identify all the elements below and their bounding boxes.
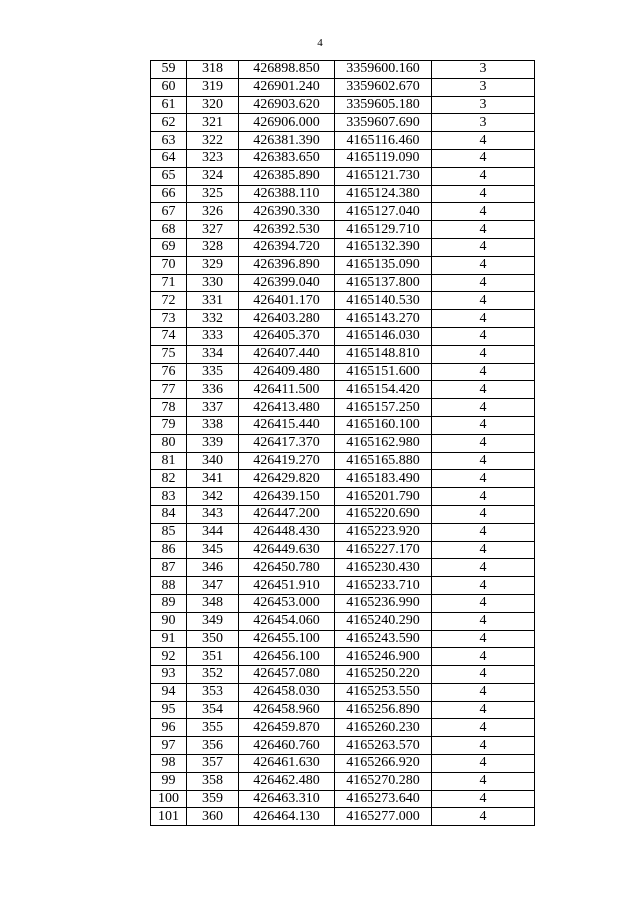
x-coordinate-cell: 426411.500	[239, 381, 335, 399]
row-number-cell: 82	[151, 470, 187, 488]
y-coordinate-cell: 4165129.710	[335, 221, 432, 239]
row-number-cell: 75	[151, 345, 187, 363]
table-row	[151, 78, 535, 96]
row-number-cell: 73	[151, 310, 187, 328]
point-number-cell: 332	[187, 310, 239, 328]
row-number-cell: 99	[151, 772, 187, 790]
row-number-cell: 66	[151, 185, 187, 203]
point-number-cell: 344	[187, 523, 239, 541]
x-coordinate-cell: 426458.960	[239, 701, 335, 719]
table-row	[151, 523, 535, 541]
row-number-cell: 100	[151, 790, 187, 808]
x-coordinate-cell: 426388.110	[239, 185, 335, 203]
x-coordinate-cell: 426901.240	[239, 78, 335, 96]
y-coordinate-cell: 4165256.890	[335, 701, 432, 719]
y-coordinate-cell: 4165253.550	[335, 683, 432, 701]
x-coordinate-cell: 426449.630	[239, 541, 335, 559]
row-number-cell: 94	[151, 683, 187, 701]
y-coordinate-cell: 4165243.590	[335, 630, 432, 648]
row-number-cell: 74	[151, 327, 187, 345]
row-number-cell: 85	[151, 523, 187, 541]
y-coordinate-cell: 4165151.600	[335, 363, 432, 381]
x-coordinate-cell: 426413.480	[239, 399, 335, 417]
point-number-cell: 345	[187, 541, 239, 559]
zone-cell: 4	[432, 808, 535, 826]
y-coordinate-cell: 4165127.040	[335, 203, 432, 221]
point-number-cell: 346	[187, 559, 239, 577]
zone-cell: 4	[432, 221, 535, 239]
point-number-cell: 348	[187, 594, 239, 612]
zone-cell: 4	[432, 577, 535, 595]
table-row	[151, 327, 535, 345]
row-number-cell: 95	[151, 701, 187, 719]
y-coordinate-cell: 4165146.030	[335, 327, 432, 345]
row-number-cell: 101	[151, 808, 187, 826]
row-number-cell: 97	[151, 737, 187, 755]
table-row	[151, 737, 535, 755]
x-coordinate-cell: 426459.870	[239, 719, 335, 737]
zone-cell: 4	[432, 149, 535, 167]
zone-cell: 4	[432, 327, 535, 345]
zone-cell: 4	[432, 292, 535, 310]
row-number-cell: 86	[151, 541, 187, 559]
point-number-cell: 359	[187, 790, 239, 808]
row-number-cell: 88	[151, 577, 187, 595]
x-coordinate-cell: 426417.370	[239, 434, 335, 452]
x-coordinate-cell: 426385.890	[239, 167, 335, 185]
y-coordinate-cell: 4165240.290	[335, 612, 432, 630]
y-coordinate-cell: 4165277.000	[335, 808, 432, 826]
point-number-cell: 340	[187, 452, 239, 470]
y-coordinate-cell: 4165162.980	[335, 434, 432, 452]
point-number-cell: 326	[187, 203, 239, 221]
y-coordinate-cell: 3359607.690	[335, 114, 432, 132]
x-coordinate-cell: 426383.650	[239, 149, 335, 167]
y-coordinate-cell: 4165230.430	[335, 559, 432, 577]
table-row	[151, 612, 535, 630]
y-coordinate-cell: 4165143.270	[335, 310, 432, 328]
x-coordinate-cell: 426429.820	[239, 470, 335, 488]
table-row	[151, 648, 535, 666]
row-number-cell: 84	[151, 505, 187, 523]
table-row	[151, 185, 535, 203]
x-coordinate-cell: 426461.630	[239, 755, 335, 773]
row-number-cell: 96	[151, 719, 187, 737]
zone-cell: 4	[432, 488, 535, 506]
table-row	[151, 790, 535, 808]
row-number-cell: 68	[151, 221, 187, 239]
y-coordinate-cell: 4165201.790	[335, 488, 432, 506]
x-coordinate-cell: 426381.390	[239, 132, 335, 150]
point-number-cell: 325	[187, 185, 239, 203]
table-row	[151, 505, 535, 523]
table-row	[151, 363, 535, 381]
x-coordinate-cell: 426455.100	[239, 630, 335, 648]
row-number-cell: 89	[151, 594, 187, 612]
table-row	[151, 167, 535, 185]
zone-cell: 4	[432, 559, 535, 577]
x-coordinate-cell: 426409.480	[239, 363, 335, 381]
point-number-cell: 331	[187, 292, 239, 310]
table-row	[151, 701, 535, 719]
zone-cell: 4	[432, 167, 535, 185]
row-number-cell: 80	[151, 434, 187, 452]
x-coordinate-cell: 426903.620	[239, 96, 335, 114]
y-coordinate-cell: 3359605.180	[335, 96, 432, 114]
x-coordinate-cell: 426456.100	[239, 648, 335, 666]
row-number-cell: 60	[151, 78, 187, 96]
x-coordinate-cell: 426396.890	[239, 256, 335, 274]
y-coordinate-cell: 4165116.460	[335, 132, 432, 150]
zone-cell: 4	[432, 594, 535, 612]
point-number-cell: 354	[187, 701, 239, 719]
x-coordinate-cell: 426405.370	[239, 327, 335, 345]
zone-cell: 4	[432, 185, 535, 203]
row-number-cell: 69	[151, 238, 187, 256]
point-number-cell: 320	[187, 96, 239, 114]
x-coordinate-cell: 426419.270	[239, 452, 335, 470]
table-row	[151, 772, 535, 790]
y-coordinate-cell: 4165263.570	[335, 737, 432, 755]
table-row	[151, 808, 535, 826]
x-coordinate-cell: 426401.170	[239, 292, 335, 310]
x-coordinate-cell: 426458.030	[239, 683, 335, 701]
row-number-cell: 67	[151, 203, 187, 221]
table-row	[151, 149, 535, 167]
y-coordinate-cell: 4165270.280	[335, 772, 432, 790]
row-number-cell: 91	[151, 630, 187, 648]
row-number-cell: 81	[151, 452, 187, 470]
zone-cell: 4	[432, 416, 535, 434]
zone-cell: 4	[432, 345, 535, 363]
table-row	[151, 488, 535, 506]
x-coordinate-cell: 426453.000	[239, 594, 335, 612]
point-number-cell: 357	[187, 755, 239, 773]
row-number-cell: 70	[151, 256, 187, 274]
table-row	[151, 416, 535, 434]
point-number-cell: 342	[187, 488, 239, 506]
row-number-cell: 87	[151, 559, 187, 577]
y-coordinate-cell: 4165250.220	[335, 666, 432, 684]
y-coordinate-cell: 4165137.800	[335, 274, 432, 292]
x-coordinate-cell: 426448.430	[239, 523, 335, 541]
x-coordinate-cell: 426415.440	[239, 416, 335, 434]
y-coordinate-cell: 4165183.490	[335, 470, 432, 488]
y-coordinate-cell: 4165165.880	[335, 452, 432, 470]
row-number-cell: 61	[151, 96, 187, 114]
row-number-cell: 62	[151, 114, 187, 132]
row-number-cell: 90	[151, 612, 187, 630]
y-coordinate-cell: 4165121.730	[335, 167, 432, 185]
zone-cell: 4	[432, 399, 535, 417]
point-number-cell: 319	[187, 78, 239, 96]
point-number-cell: 330	[187, 274, 239, 292]
table-row	[151, 256, 535, 274]
y-coordinate-cell: 4165132.390	[335, 238, 432, 256]
x-coordinate-cell: 426439.150	[239, 488, 335, 506]
row-number-cell: 79	[151, 416, 187, 434]
x-coordinate-cell: 426463.310	[239, 790, 335, 808]
zone-cell: 4	[432, 755, 535, 773]
table-row	[151, 274, 535, 292]
table-row	[151, 310, 535, 328]
y-coordinate-cell: 4165273.640	[335, 790, 432, 808]
point-number-cell: 350	[187, 630, 239, 648]
row-number-cell: 98	[151, 755, 187, 773]
zone-cell: 4	[432, 310, 535, 328]
zone-cell: 4	[432, 452, 535, 470]
point-number-cell: 327	[187, 221, 239, 239]
y-coordinate-cell: 4165233.710	[335, 577, 432, 595]
table-row	[151, 541, 535, 559]
point-number-cell: 351	[187, 648, 239, 666]
zone-cell: 4	[432, 612, 535, 630]
point-number-cell: 360	[187, 808, 239, 826]
zone-cell: 4	[432, 256, 535, 274]
y-coordinate-cell: 4165140.530	[335, 292, 432, 310]
zone-cell: 4	[432, 238, 535, 256]
row-number-cell: 59	[151, 61, 187, 79]
table-row	[151, 470, 535, 488]
zone-cell: 3	[432, 96, 535, 114]
row-number-cell: 83	[151, 488, 187, 506]
table-row	[151, 559, 535, 577]
x-coordinate-cell: 426462.480	[239, 772, 335, 790]
x-coordinate-cell: 426457.080	[239, 666, 335, 684]
y-coordinate-cell: 4165119.090	[335, 149, 432, 167]
row-number-cell: 92	[151, 648, 187, 666]
y-coordinate-cell: 4165260.230	[335, 719, 432, 737]
y-coordinate-cell: 4165236.990	[335, 594, 432, 612]
zone-cell: 4	[432, 541, 535, 559]
row-number-cell: 77	[151, 381, 187, 399]
zone-cell: 4	[432, 274, 535, 292]
point-number-cell: 339	[187, 434, 239, 452]
row-number-cell: 65	[151, 167, 187, 185]
zone-cell: 4	[432, 381, 535, 399]
zone-cell: 3	[432, 61, 535, 79]
table-row	[151, 452, 535, 470]
zone-cell: 4	[432, 737, 535, 755]
y-coordinate-cell: 4165154.420	[335, 381, 432, 399]
point-number-cell: 355	[187, 719, 239, 737]
zone-cell: 4	[432, 523, 535, 541]
x-coordinate-cell: 426390.330	[239, 203, 335, 221]
point-number-cell: 336	[187, 381, 239, 399]
table-row	[151, 114, 535, 132]
y-coordinate-cell: 4165227.170	[335, 541, 432, 559]
table-row	[151, 381, 535, 399]
table-row	[151, 630, 535, 648]
x-coordinate-cell: 426392.530	[239, 221, 335, 239]
x-coordinate-cell: 426460.760	[239, 737, 335, 755]
table-row	[151, 399, 535, 417]
point-number-cell: 341	[187, 470, 239, 488]
x-coordinate-cell: 426464.130	[239, 808, 335, 826]
point-number-cell: 328	[187, 238, 239, 256]
table-row	[151, 203, 535, 221]
y-coordinate-cell: 4165266.920	[335, 755, 432, 773]
x-coordinate-cell: 426407.440	[239, 345, 335, 363]
point-number-cell: 349	[187, 612, 239, 630]
y-coordinate-cell: 4165157.250	[335, 399, 432, 417]
x-coordinate-cell: 426451.910	[239, 577, 335, 595]
x-coordinate-cell: 426394.720	[239, 238, 335, 256]
point-number-cell: 323	[187, 149, 239, 167]
zone-cell: 4	[432, 772, 535, 790]
zone-cell: 4	[432, 666, 535, 684]
coordinates-table	[150, 60, 535, 826]
table-row	[151, 434, 535, 452]
zone-cell: 4	[432, 434, 535, 452]
zone-cell: 4	[432, 363, 535, 381]
y-coordinate-cell: 4165124.380	[335, 185, 432, 203]
table-row	[151, 132, 535, 150]
x-coordinate-cell: 426454.060	[239, 612, 335, 630]
zone-cell: 3	[432, 114, 535, 132]
table-row	[151, 345, 535, 363]
row-number-cell: 64	[151, 149, 187, 167]
zone-cell: 4	[432, 470, 535, 488]
point-number-cell: 324	[187, 167, 239, 185]
table-row	[151, 96, 535, 114]
point-number-cell: 321	[187, 114, 239, 132]
y-coordinate-cell: 3359600.160	[335, 61, 432, 79]
point-number-cell: 333	[187, 327, 239, 345]
y-coordinate-cell: 4165148.810	[335, 345, 432, 363]
point-number-cell: 329	[187, 256, 239, 274]
x-coordinate-cell: 426450.780	[239, 559, 335, 577]
page-number: 4	[317, 37, 323, 49]
table-row	[151, 292, 535, 310]
y-coordinate-cell: 4165246.900	[335, 648, 432, 666]
y-coordinate-cell: 3359602.670	[335, 78, 432, 96]
row-number-cell: 76	[151, 363, 187, 381]
row-number-cell: 78	[151, 399, 187, 417]
point-number-cell: 337	[187, 399, 239, 417]
point-number-cell: 335	[187, 363, 239, 381]
zone-cell: 4	[432, 701, 535, 719]
point-number-cell: 358	[187, 772, 239, 790]
x-coordinate-cell: 426906.000	[239, 114, 335, 132]
point-number-cell: 347	[187, 577, 239, 595]
x-coordinate-cell: 426898.850	[239, 61, 335, 79]
point-number-cell: 343	[187, 505, 239, 523]
zone-cell: 4	[432, 790, 535, 808]
table-row	[151, 666, 535, 684]
table-row	[151, 61, 535, 79]
zone-cell: 3	[432, 78, 535, 96]
x-coordinate-cell: 426403.280	[239, 310, 335, 328]
y-coordinate-cell: 4165160.100	[335, 416, 432, 434]
coordinates-table-body	[151, 61, 535, 826]
zone-cell: 4	[432, 505, 535, 523]
point-number-cell: 352	[187, 666, 239, 684]
x-coordinate-cell: 426399.040	[239, 274, 335, 292]
point-number-cell: 338	[187, 416, 239, 434]
table-row	[151, 594, 535, 612]
row-number-cell: 72	[151, 292, 187, 310]
zone-cell: 4	[432, 719, 535, 737]
y-coordinate-cell: 4165223.920	[335, 523, 432, 541]
table-row	[151, 755, 535, 773]
zone-cell: 4	[432, 630, 535, 648]
table-row	[151, 221, 535, 239]
table-row	[151, 683, 535, 701]
row-number-cell: 63	[151, 132, 187, 150]
point-number-cell: 334	[187, 345, 239, 363]
x-coordinate-cell: 426447.200	[239, 505, 335, 523]
row-number-cell: 93	[151, 666, 187, 684]
zone-cell: 4	[432, 203, 535, 221]
point-number-cell: 356	[187, 737, 239, 755]
table-row	[151, 719, 535, 737]
point-number-cell: 353	[187, 683, 239, 701]
zone-cell: 4	[432, 132, 535, 150]
point-number-cell: 322	[187, 132, 239, 150]
y-coordinate-cell: 4165220.690	[335, 505, 432, 523]
table-row	[151, 577, 535, 595]
table-row	[151, 238, 535, 256]
y-coordinate-cell: 4165135.090	[335, 256, 432, 274]
point-number-cell: 318	[187, 61, 239, 79]
row-number-cell: 71	[151, 274, 187, 292]
zone-cell: 4	[432, 648, 535, 666]
zone-cell: 4	[432, 683, 535, 701]
